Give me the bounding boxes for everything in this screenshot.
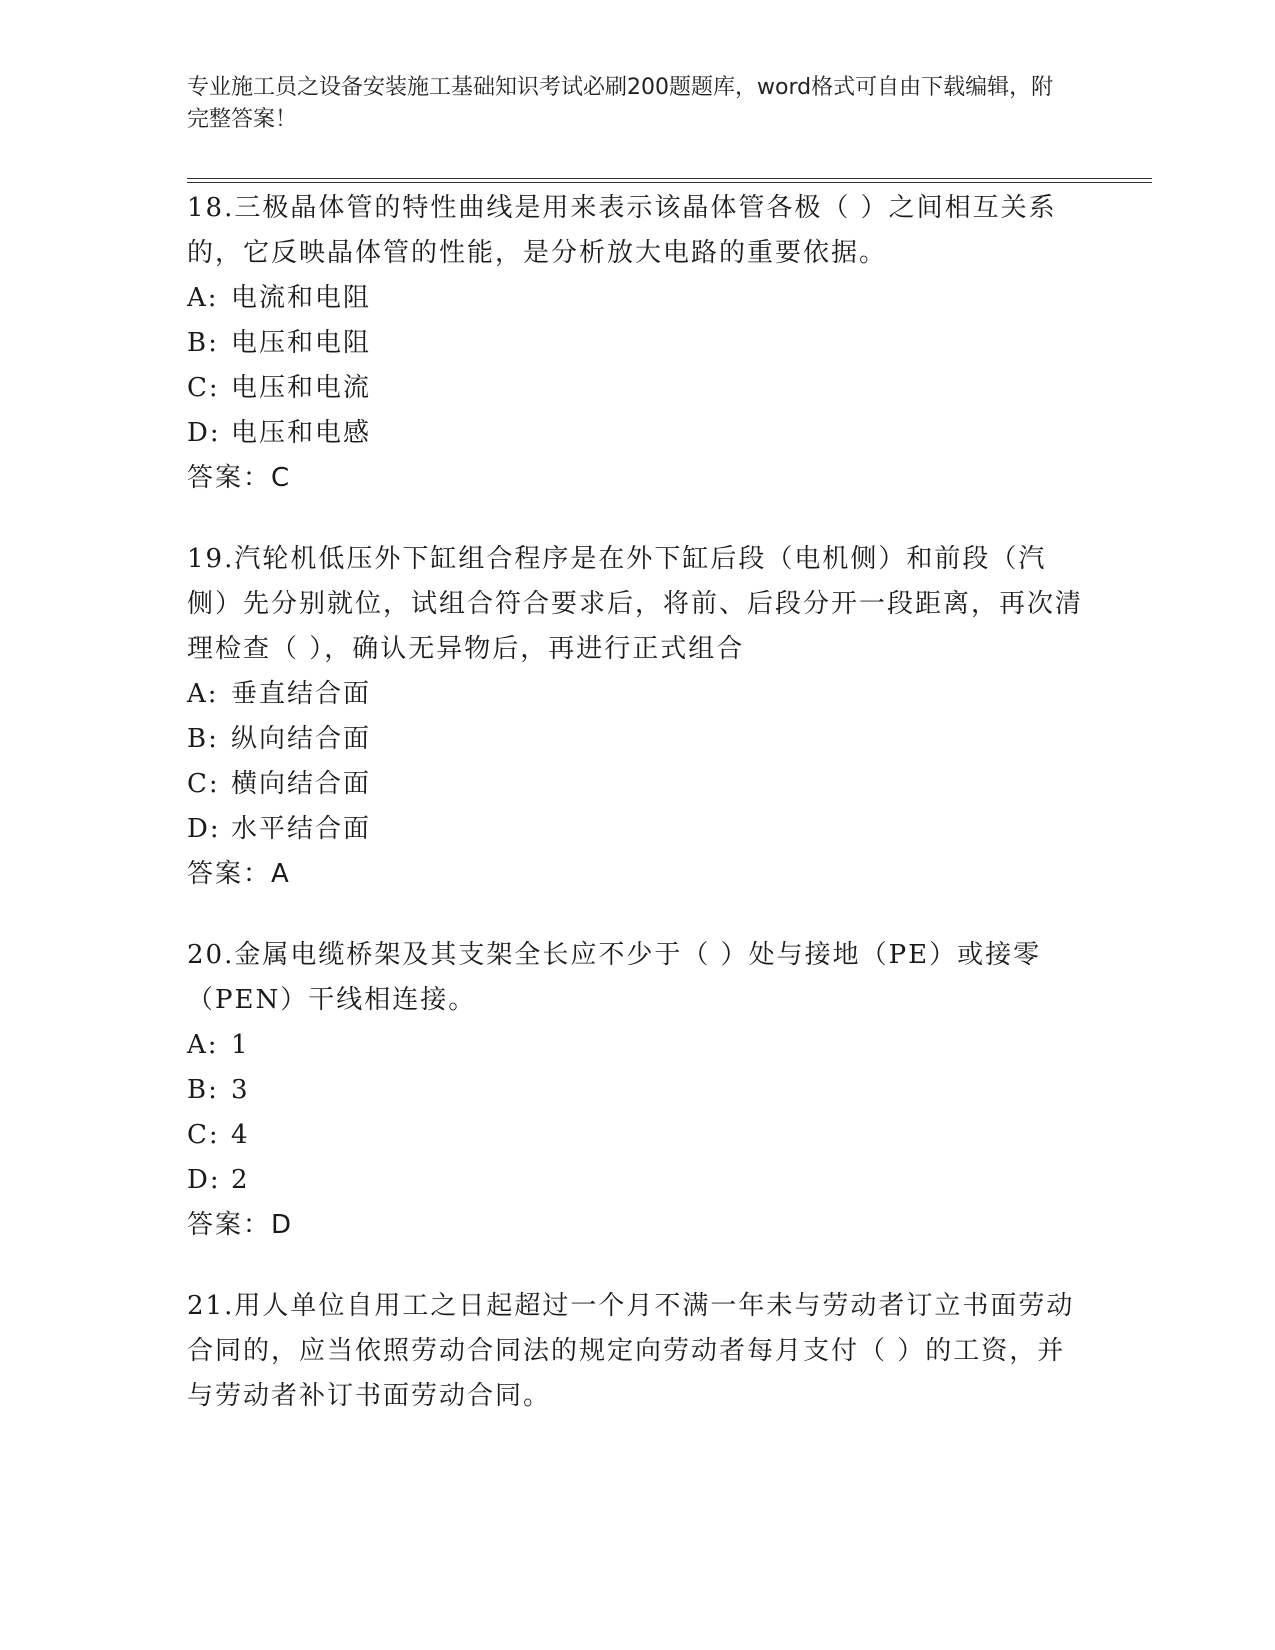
option-key: D: (187, 1165, 221, 1195)
option-text: 电压和电流 (231, 373, 372, 403)
option-d (187, 1158, 1087, 1203)
option-text: 电流和电阻 (231, 283, 372, 313)
question-21 (187, 1284, 1087, 1419)
option-a (187, 672, 1087, 717)
option-text: 水平结合面 (231, 814, 372, 844)
question-20 (187, 933, 1087, 1248)
answer-line: 答案：D (187, 1210, 294, 1240)
option-text: 2 (231, 1165, 250, 1195)
option-text: 1 (231, 1030, 250, 1060)
document-header: 专业施工员之设备安装施工基础知识考试必刷200题题库，word格式可自由下载编辑，附完整答案！ (187, 75, 1054, 132)
option-c (187, 366, 1087, 411)
option-b (187, 321, 1087, 366)
question-stem: 18.三极晶体管的特性曲线是用来表示该晶体管各极（ ）之间相互关系的，它反映晶体管的性能，是分析放大电路的重要依据。 (187, 193, 1057, 268)
option-d (187, 411, 1087, 456)
answer-line: 答案：A (187, 859, 291, 889)
option-b (187, 1068, 1087, 1113)
option-text: 纵向结合面 (231, 724, 372, 754)
option-key: D: (187, 814, 221, 844)
option-key: C: (187, 1120, 220, 1150)
option-key: C: (187, 769, 220, 799)
option-text: 4 (231, 1120, 250, 1150)
option-key: B: (187, 724, 219, 754)
option-text: 3 (231, 1075, 250, 1105)
option-text: 电压和电阻 (231, 328, 372, 358)
option-key: B: (187, 1075, 219, 1105)
option-key: A: (187, 679, 219, 709)
answer-line: 答案：C (187, 463, 292, 493)
option-text: 横向结合面 (231, 769, 372, 799)
option-key: B: (187, 328, 219, 358)
option-text: 垂直结合面 (231, 679, 372, 709)
option-key: C: (187, 373, 220, 403)
option-d (187, 807, 1087, 852)
header-divider (187, 178, 1152, 183)
question-list (187, 186, 1087, 1455)
option-key: A: (187, 283, 219, 313)
option-a (187, 276, 1087, 321)
question-stem: 20.金属电缆桥架及其支架全长应不少于（ ）处与接地（PE）或接零（PEN）干线相连接。 (187, 940, 1042, 1015)
option-c (187, 762, 1087, 807)
option-key: A: (187, 1030, 219, 1060)
question-18 (187, 186, 1087, 501)
question-stem: 21.用人单位自用工之日起超过一个月不满一年未与劳动者订立书面劳动合同的，应当依照劳动合同法的规定向劳动者每月支付（ ）的工资，并与劳动者补订书面劳动合同。 (187, 1291, 1075, 1411)
question-19 (187, 537, 1087, 897)
option-key: D: (187, 418, 221, 448)
option-a (187, 1023, 1087, 1068)
question-stem: 19.汽轮机低压外下缸组合程序是在外下缸后段（电机侧）和前段（汽侧）先分别就位，试组合符合要求后，将前、后段分开一段距离，再次清理检查（ ），确认无异物后，再进行正式组合 (187, 544, 1084, 664)
option-c (187, 1113, 1087, 1158)
option-b (187, 717, 1087, 762)
option-text: 电压和电感 (231, 418, 372, 448)
